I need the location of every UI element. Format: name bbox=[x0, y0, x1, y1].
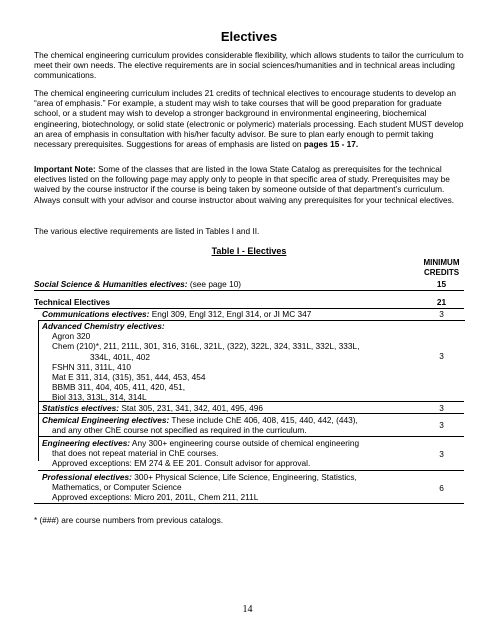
technical-electives-row: Technical Electives 21 bbox=[34, 297, 464, 307]
important-note-label: Important Note: bbox=[34, 164, 96, 174]
table-title: Table I - Electives bbox=[211, 246, 287, 256]
social-science-credits: 15 bbox=[436, 279, 447, 289]
divider bbox=[38, 401, 464, 402]
social-science-label: Social Science & Humanities electives: bbox=[34, 279, 188, 289]
divider bbox=[38, 413, 464, 414]
table-bottom-border bbox=[34, 503, 464, 504]
advanced-chemistry-row: Advanced Chemistry electives: Agron 320 Chem (210)*, 211, 211L, 301, 316, 316L, 321L, (322), 322L, 324, 331L, 332L, 333L, 334L, 401L, 402 FSHN 311, 311L, 410 Mat E 311, 314, (315), 351, 444, 453, 454 BBMB 311, 404, 405, 411, 420, 451, Biol 313, 313L, 314, 314L 3 bbox=[42, 321, 444, 403]
divider bbox=[38, 436, 464, 437]
emphasis-paragraph: The chemical engineering curriculum includes 21 credits of technical electives to encourage students to develop an “area of emphasis.” For example, a student may wish to take courses that will be good preparation for graduate school, or a student may wish to develop a stronger background in environmental engineering, biochemical engineering, biotechnology, or solid state (electronic or polymeric) materials processing. Each student MUST develop an area of emphasis in consultation with his/her faculty advisor. Be sure to plan early enough to permit taking necessary prerequisites. Suggestions for areas of emphasis are listed on pages 15 - 17. bbox=[34, 88, 464, 150]
min-credits-header: MINIMUM CREDITS bbox=[423, 258, 460, 277]
divider bbox=[38, 470, 464, 471]
footnote: * (###) are course numbers from previous catalogs. bbox=[34, 515, 224, 525]
tables-reference-paragraph: The various elective requirements are listed in Tables I and II. bbox=[34, 226, 260, 236]
social-science-row: Social Science & Humanities electives: (see page 10) 15 bbox=[34, 279, 464, 289]
divider bbox=[34, 290, 464, 291]
statistics-row: Statistics electives: Stat 305, 231, 341, 342, 401, 495, 496 3 bbox=[42, 403, 444, 413]
intro-paragraph: The chemical engineering curriculum provides considerable flexibility, which allows students to tailor the curriculum to meet their own needs. The elective requirements are in social sciences/humanities and in technical areas including communications. bbox=[34, 50, 464, 81]
chemical-engineering-row: Chemical Engineering electives: These include ChE 406, 408, 415, 440, 442, (443), and any other ChE course not specified as required in the curriculum. 3 bbox=[42, 415, 444, 436]
professional-row: Professional electives: 300+ Physical Science, Life Science, Engineering, Statistics, Mathematics, or Computer Science Approved exceptions: Micro 201, 201L, Chem 211, 211L 6 bbox=[42, 472, 444, 503]
page-number: 14 bbox=[242, 604, 253, 615]
engineering-row: Engineering electives: Any 300+ engineering course outside of chemical engineering that does not repeat material in ChE courses. Approved exceptions: EM 274 & EE 201. Consult advisor for approval. 3 bbox=[42, 438, 444, 469]
important-note-paragraph: Important Note: Some of the classes that are listed in the Iowa State Catalog as prerequisites for the technical electives listed on the following page may apply only to people in that specific area of study. Prerequisites may be waived by the course instructor if the course is being taken by someone outside of that department’s curriculum. Always consult with your advisor and course instructor about waiving any prerequisites for your technical electives. bbox=[34, 164, 455, 205]
pages-reference: pages 15 - 17. bbox=[303, 139, 359, 150]
technical-credits: 21 bbox=[436, 297, 447, 307]
communications-row: Communications electives: Engl 309, Engl 312, Engl 314, or JI MC 347 3 bbox=[42, 309, 444, 319]
page-title: Electives bbox=[220, 29, 278, 44]
